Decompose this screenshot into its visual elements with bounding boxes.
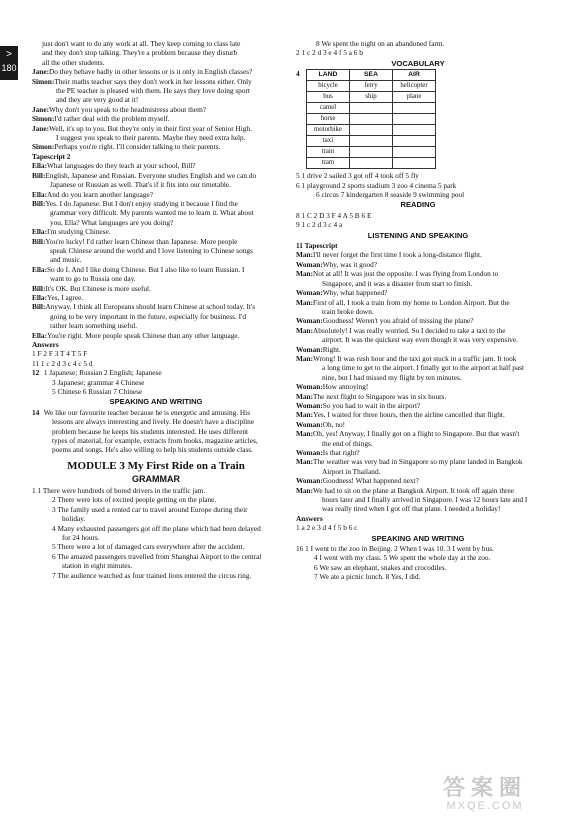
dialogue-line (32, 104, 280, 114)
speaker-label: Bill: (32, 170, 46, 180)
dialogue-line (296, 297, 540, 307)
dialogue-text: You're right. More people speak Chinese than any other language. (47, 330, 240, 340)
dialogue-turn (296, 269, 540, 288)
dialogue-line (32, 123, 280, 133)
dialogue-text: And do you learn another language? (47, 189, 153, 199)
dialogue-line (296, 400, 540, 410)
table-cell: tram (307, 158, 350, 169)
dialogue-line: nine, but I had missed my flight by ten minutes. (322, 372, 462, 382)
dialogue-line: and they are very good at it! (56, 95, 139, 105)
dialogue-turn (296, 354, 540, 382)
speaker-label: Ella: (32, 189, 47, 199)
speaker-label: Bill: (32, 236, 46, 246)
table-row (307, 136, 436, 147)
dialogue-text: So do I. And I like doing Chinese. But I also like to learn Russian. I (47, 264, 245, 274)
dialogue-text: What languages do they teach at your school, Bill? (47, 161, 196, 171)
dialogue-text: Yes. I do Japanese. But I don't enjoy studying it because I find the (45, 198, 238, 208)
tapescript-label: 11 Tapescript (296, 241, 338, 251)
table-row (307, 158, 436, 169)
intro-paragraph (32, 39, 280, 67)
speaker-label: Man: (296, 457, 314, 467)
item-text: I went to the zoo in Beijing. 2 When I was 10. 3 I went by bus. (310, 544, 494, 554)
dialogue-text: The weather was very bad in Singapore so my plane landed in Bangkok (313, 457, 523, 467)
speaker-label: Ella: (32, 292, 47, 302)
table-body (307, 81, 436, 169)
answer-line: 1 Japanese; Russian 2 English; Japanese (43, 368, 162, 378)
dialogue-text: How annoying! (322, 382, 369, 392)
table-cell (350, 147, 393, 158)
dialogue-line (32, 76, 280, 86)
left-column (32, 39, 280, 580)
table-cell (350, 158, 393, 169)
item-number: 7 (52, 570, 56, 580)
dialogue-turn (296, 316, 540, 325)
dialogue-line (32, 170, 280, 180)
dialogue-line (296, 288, 540, 298)
speaker-label: Jane: (32, 104, 50, 114)
dialogue-turn (32, 265, 280, 284)
dialogue-line: Airport in Thailand. (322, 466, 381, 476)
dialogue-line: grammar very difficult. My parents wanted me to learn it. What about (50, 208, 254, 218)
tapescript-label: Tapescript 2 (32, 151, 71, 161)
table-cell: horse (307, 114, 350, 125)
dialogue-turn (296, 345, 540, 354)
answer-line: 2 1 c 2 d 3 e 4 f 5 a 6 b (296, 48, 363, 58)
dialogue-text: Why, was it good? (322, 259, 378, 269)
section-heading: READING (400, 200, 436, 210)
speaker-label: Ella: (32, 161, 47, 171)
answer-line: 9 1 c 2 d 3 c 4 a (296, 220, 343, 230)
chevron-right-icon: > (6, 49, 12, 60)
section-heading: GRAMMAR (132, 473, 180, 484)
speaker-label: Woman: (296, 344, 323, 354)
answer-line: 1 a 2 e 3 d 4 f 5 b 6 c (296, 523, 358, 533)
dialogue-turn (296, 392, 540, 401)
dialogue-line (296, 259, 540, 269)
item-text: There were a lot of damaged cars everywhere after the accident. (57, 542, 245, 552)
table-cell (393, 114, 436, 125)
dialogue-line: going to be very important in the future, especially for business. I'd (50, 311, 247, 321)
answer-line: 3 Japanese; grammar 4 Chinese (52, 377, 145, 387)
section-heading: LISTENING AND SPEAKING (367, 230, 469, 240)
answer-line: 1 F 2 F 3 T 4 T 5 F (32, 349, 88, 359)
table-row (307, 103, 436, 114)
item-text: I went with my class. 5 We spent the whole day at the zoo. (319, 553, 491, 563)
table-cell: camel (307, 103, 350, 114)
column-header: LAND (307, 70, 350, 81)
speaker-label: Man: (296, 297, 314, 307)
dialogue-line: rather learn something useful. (50, 321, 138, 331)
dialogue-line: I suggest you speak to their parents. Maybe they need extra help. (56, 133, 246, 143)
dialogue-line (296, 410, 540, 420)
page-number: 180 (1, 63, 17, 73)
dialogue-line (296, 344, 540, 354)
speaker-label: Woman: (296, 400, 323, 410)
item-number: 5 (52, 542, 56, 552)
question-4 (296, 69, 540, 169)
table-cell (350, 125, 393, 136)
grammar-item (32, 571, 280, 580)
grammar-line (52, 523, 280, 533)
paragraph-line: We like our favourite teacher because he is energetic and amusing. His (43, 407, 251, 417)
grammar-item (32, 486, 280, 495)
speaker-label: Bill: (32, 198, 46, 208)
dialogue-line (296, 353, 540, 363)
grammar-line: for 24 hours. (62, 532, 100, 542)
column-header: AIR (393, 70, 436, 81)
dialogue-text: Wrong! It was rush hour and the taxi got stuck in a traffic jam. It took (313, 353, 517, 363)
table-row (307, 81, 436, 92)
grammar-line (52, 570, 280, 580)
speaker-label: Man: (296, 429, 314, 439)
answer-line (296, 563, 540, 572)
table-cell (350, 103, 393, 114)
speaker-label: Ella: (32, 330, 47, 340)
dialogue-turn (32, 199, 280, 227)
answer-line (296, 553, 540, 562)
grammar-answers (32, 486, 280, 580)
dialogue-line (32, 142, 280, 152)
dialogue-line (32, 302, 280, 312)
table-cell: ferry (350, 81, 393, 92)
dialogue-line (296, 382, 540, 392)
dialogue-turn (32, 67, 280, 76)
table-row (307, 147, 436, 158)
dialogue-turn (32, 124, 280, 143)
dialogue-turn (296, 410, 540, 419)
item-text: Many exhausted passengers got off the plane which had been delayed (57, 523, 261, 533)
dialogue-line: want to go to Russia one day. (50, 274, 136, 284)
speaker-label: Man: (296, 353, 314, 363)
dialogue-line (296, 448, 540, 457)
dialogue-text: Yes, I waited for three hours, then the airline cancelled that flight. (313, 410, 505, 420)
dialogue-line (32, 264, 280, 274)
dialogue-line (296, 429, 540, 439)
paragraph-line: lessons are always interesting and lively. He doesn't have a discipline (52, 417, 255, 427)
dialogue-turn (32, 331, 280, 340)
dialogue-turn (32, 171, 280, 190)
grammar-line (52, 504, 280, 514)
dialogue-line: you, Ella? What languages are you doing? (50, 217, 174, 227)
speaker-label: Simon: (32, 142, 55, 152)
answer-line: 8 1 C 2 D 3 F 4 A 5 B 6 E (296, 210, 372, 220)
speaker-label: Bill: (32, 302, 46, 312)
dialogue-text: Goodness! Weren't you afraid of missing the plane? (322, 316, 474, 326)
speaker-label: Man: (296, 485, 314, 495)
dialogue-text: English, Japanese and Russian. Everyone studies English and we can do (45, 170, 257, 180)
grammar-line (52, 551, 280, 561)
section-heading: VOCABULARY (391, 58, 445, 68)
dialogue-1 (32, 67, 280, 152)
question-16 (296, 544, 540, 582)
dialogue-text: Not at all! It was just the opposite. I was flying from London to (313, 269, 499, 279)
table-row (307, 125, 436, 136)
speaker-label: Bill: (32, 283, 46, 293)
answers-label: Answers (296, 513, 323, 523)
speaker-label: Jane: (32, 67, 50, 77)
answer-line: 6 1 playground 2 sports stadium 3 zoo 4 cinema 5 park (296, 180, 457, 190)
question-number: 4 (296, 69, 300, 79)
dialogue-turn (32, 284, 280, 293)
item-text: We ate a picnic lunch. 8 Yes, I did. (319, 572, 421, 582)
dialogue-line (296, 269, 540, 279)
grammar-line: holiday. (62, 514, 86, 524)
item-number: 3 (52, 504, 56, 514)
dialogue-turn (32, 227, 280, 236)
paragraph-line: poems and songs. He's also willing to help his students outside class. (52, 445, 253, 455)
table-header-row (307, 70, 436, 81)
dialogue-turn (296, 401, 540, 410)
text-line: just don't want to do any work at all. They keep coming to class late (42, 39, 241, 48)
grammar-item (32, 542, 280, 551)
question-number: 12 (32, 368, 40, 378)
dialogue-text: We had to sit on the plane at Bangkok Airport. It took off again three (313, 485, 514, 495)
text-line: and they don't stop talking. They're a problem because they disturb (42, 48, 238, 58)
answer-line: 5 Chinese 6 Russian 7 Chinese (52, 387, 143, 397)
dialogue-line (32, 67, 280, 77)
dialogue-text: Oh, yes! Anyway, I finally got on a flight to Singapore. But that wasn't (313, 429, 520, 439)
item-text: There were lots of excited people getting on the plane. (57, 495, 217, 505)
question-number: 14 (32, 407, 40, 417)
speaker-label: Woman: (296, 419, 323, 429)
column-header: SEA (350, 70, 393, 81)
dialogue-text: Is that right? (322, 448, 360, 457)
table-cell (350, 114, 393, 125)
dialogue-text: Yes, I agree. (47, 292, 84, 302)
item-text: The amazed passengers travelled from Shanghai Airport to the central (57, 551, 262, 561)
dialogue-line (32, 189, 280, 199)
item-number: 1 1 (32, 485, 42, 495)
speaker-label: Jane: (32, 123, 50, 133)
dialogue-text: Why, what happened? (322, 288, 388, 298)
dialogue-line: was really tired when I got off that plane. I needed a holiday! (322, 504, 501, 514)
paragraph-line: types of material, for example, extracts from books, magazine articles, (52, 436, 258, 446)
table-cell (350, 136, 393, 147)
grammar-line (32, 485, 280, 495)
dialogue-line (296, 419, 540, 429)
dialogue-line (296, 457, 540, 467)
dialogue-turn (296, 448, 540, 457)
item-number: 4 (314, 553, 318, 563)
speaker-label: Simon: (32, 76, 55, 86)
dialogue-text: The next flight to Singapore was in six hours. (313, 391, 447, 401)
speaker-label: Woman: (296, 476, 323, 486)
table-cell (393, 103, 436, 114)
vocabulary-table (306, 69, 436, 169)
speaker-label: Man: (296, 410, 314, 420)
dialogue-text: You're lucky! I'd rather learn Chinese than Japanese. More people (45, 236, 238, 246)
table-cell: bus (307, 92, 350, 103)
paragraph-line: problem because he keeps his students interested. He uses different (52, 426, 249, 436)
dialogue-text: Absolutely! I was really worried. So I decided to take a taxi to the (313, 325, 506, 335)
dialogue-turn (296, 420, 540, 429)
item-number: 6 (52, 551, 56, 561)
dialogue-line (296, 391, 540, 401)
dialogue-line (32, 114, 280, 124)
grammar-item (32, 495, 280, 504)
dialogue-line: hours later and I finally arrived in Singapore. I was 12 hours late and I (322, 495, 528, 505)
module-title: MODULE 3 My First Ride on a Train (67, 459, 245, 472)
item-text: The family used a rented car to travel around Europe during their (57, 504, 248, 514)
section-heading: SPEAKING AND WRITING (109, 397, 203, 407)
dialogue-turn (32, 293, 280, 302)
speaker-label: Woman: (296, 448, 323, 457)
question-12 (32, 368, 280, 396)
dialogue-text: I'll never forget the first time I took a long-distance flight. (313, 250, 482, 260)
dialogue-turn (32, 161, 280, 170)
grammar-item (32, 552, 280, 571)
speaker-label: Woman: (296, 259, 323, 269)
item-text: We saw an elephant, snakes and crocodiles. (319, 562, 447, 572)
table-cell (393, 147, 436, 158)
speaker-label: Man: (296, 269, 314, 279)
dialogue-turn (32, 237, 280, 265)
table-row (307, 114, 436, 125)
speaker-label: Simon: (32, 114, 55, 124)
dialogue-text: First of all, I took a train from my home to London Airport. But the (313, 297, 510, 307)
answer-line: 6 circus 7 kindergarten 8 seaside 9 swimming pool (316, 190, 465, 200)
grammar-line: station in eight minutes. (62, 561, 133, 571)
dialogue-line (32, 283, 280, 293)
table-cell (393, 136, 436, 147)
dialogue-turn (296, 429, 540, 448)
question-14 (32, 408, 280, 455)
item-number: 6 (314, 562, 318, 572)
listening-dialogue (296, 250, 540, 513)
table-cell: plane (393, 92, 436, 103)
dialogue-turn (32, 190, 280, 199)
dialogue-2 (32, 161, 280, 340)
dialogue-turn (296, 382, 540, 391)
dialogue-turn (32, 142, 280, 151)
dialogue-line (32, 330, 280, 340)
grammar-line (52, 495, 280, 505)
dialogue-line: and music. (50, 255, 82, 265)
dialogue-line (296, 250, 540, 260)
dialogue-text: I'm studying Chinese. (47, 227, 111, 237)
dialogue-turn (296, 326, 540, 345)
dialogue-line (296, 325, 540, 335)
answer-line: 5 1 drive 2 sailed 3 got off 4 took off 5 fly (296, 171, 419, 181)
speaker-label: Woman: (296, 288, 323, 298)
speaker-label: Woman: (296, 382, 323, 392)
grammar-line (52, 542, 280, 552)
dialogue-text: I'd rather deal with the problem myself. (54, 114, 170, 124)
dialogue-text: Why don't you speak to the headmistress about them? (49, 104, 206, 114)
watermark-url: MXQE.COM (446, 800, 524, 812)
speaker-label: Man: (296, 325, 314, 335)
watermark-logo (425, 776, 545, 814)
dialogue-line (32, 236, 280, 246)
answer-line: 8 We spent the night on an abandoned farm. (316, 39, 445, 48)
speaker-label: Man: (296, 250, 314, 260)
dialogue-turn (296, 476, 540, 485)
dialogue-turn (296, 486, 540, 514)
dialogue-text: Their maths teacher says they don't work in her lessons either. Only (54, 76, 252, 86)
item-number: 4 (52, 523, 56, 533)
table-cell: ship (350, 92, 393, 103)
table-cell: taxi (307, 136, 350, 147)
table-cell: motorbike (307, 125, 350, 136)
dialogue-turn (32, 302, 280, 330)
table-row (307, 92, 436, 103)
dialogue-turn (32, 114, 280, 123)
table-cell (393, 158, 436, 169)
dialogue-turn (32, 77, 280, 105)
grammar-item (32, 524, 280, 543)
dialogue-turn (296, 457, 540, 476)
dialogue-line: speak Chinese around the world and I love listening to Chinese songs (50, 245, 253, 255)
table-cell: bicycle (307, 81, 350, 92)
dialogue-text: Anyway, I think all Europeans should learn Chinese at school today. It's (45, 302, 256, 312)
watermark-text: 答案圈 (442, 775, 527, 800)
dialogue-line: the PE teacher is pleased with them. He says they love doing sport (56, 86, 250, 96)
dialogue-text: Right. (322, 344, 341, 354)
dialogue-line: Japanese or Russian as well. That's if it fits into our timetable. (50, 180, 231, 190)
dialogue-text: Do they behave badly in other lessons or is it only in English classes? (49, 67, 253, 77)
section-heading: SPEAKING AND WRITING (371, 533, 465, 543)
dialogue-line: airport. It was the quickest way even though it was very expensive. (322, 335, 518, 345)
dialogue-text: So you had to wait in the airport? (322, 400, 421, 410)
dialogue-text: Oh, no! (322, 419, 346, 429)
dialogue-line (32, 161, 280, 171)
dialogue-line: a long time to get to the airport. I finally got to the airport at half past (322, 363, 525, 373)
dialogue-turn (296, 260, 540, 269)
item-number: 16 1 (296, 544, 309, 554)
dialogue-turn (296, 288, 540, 297)
dialogue-line (32, 292, 280, 302)
dialogue-text: Perhaps you're right. I'll consider talking to their parents. (54, 142, 221, 152)
dialogue-line (296, 316, 540, 326)
speaker-label: Ella: (32, 227, 47, 237)
speaker-label: Ella: (32, 264, 47, 274)
item-number: 2 (52, 495, 56, 505)
item-text: There were hundreds of bored drivers in the traffic jam. (42, 485, 206, 495)
table-cell: helicopter (393, 81, 436, 92)
table-cell (393, 125, 436, 136)
dialogue-turn (296, 298, 540, 317)
dialogue-turn (296, 250, 540, 259)
item-text: The audience watched as four trained lions entered the circus ring. (57, 570, 252, 580)
grammar-item (32, 505, 280, 524)
dialogue-line: the end of things. (322, 438, 373, 448)
dialogue-text: Goodness! What happened next? (322, 476, 419, 486)
dialogue-text: Well, it's up to you. But they're only in their first year of Senior High. (49, 123, 252, 133)
speaker-label: Woman: (296, 316, 323, 326)
item-number: 7 (314, 572, 318, 582)
text-line: all the other students. (42, 57, 105, 67)
speaker-label: Man: (296, 391, 314, 401)
right-column (296, 39, 540, 582)
dialogue-line (32, 227, 280, 237)
answer-line (296, 572, 540, 581)
dialogue-line (296, 485, 540, 495)
table-cell: train (307, 147, 350, 158)
dialogue-line (32, 198, 280, 208)
dialogue-line: train broke down. (322, 306, 374, 316)
page-number-tab (0, 46, 18, 80)
answers-label: Answers (32, 340, 59, 349)
answer-line: 11 1 c 2 d 3 c 4 c 5 d (32, 358, 93, 368)
answer-line (296, 544, 540, 553)
dialogue-line: Singapore, and it was a disaster from start to finish. (322, 278, 473, 288)
dialogue-turn (32, 105, 280, 114)
dialogue-line (296, 476, 540, 486)
dialogue-text: It's OK. But Chinese is more useful. (45, 283, 151, 293)
